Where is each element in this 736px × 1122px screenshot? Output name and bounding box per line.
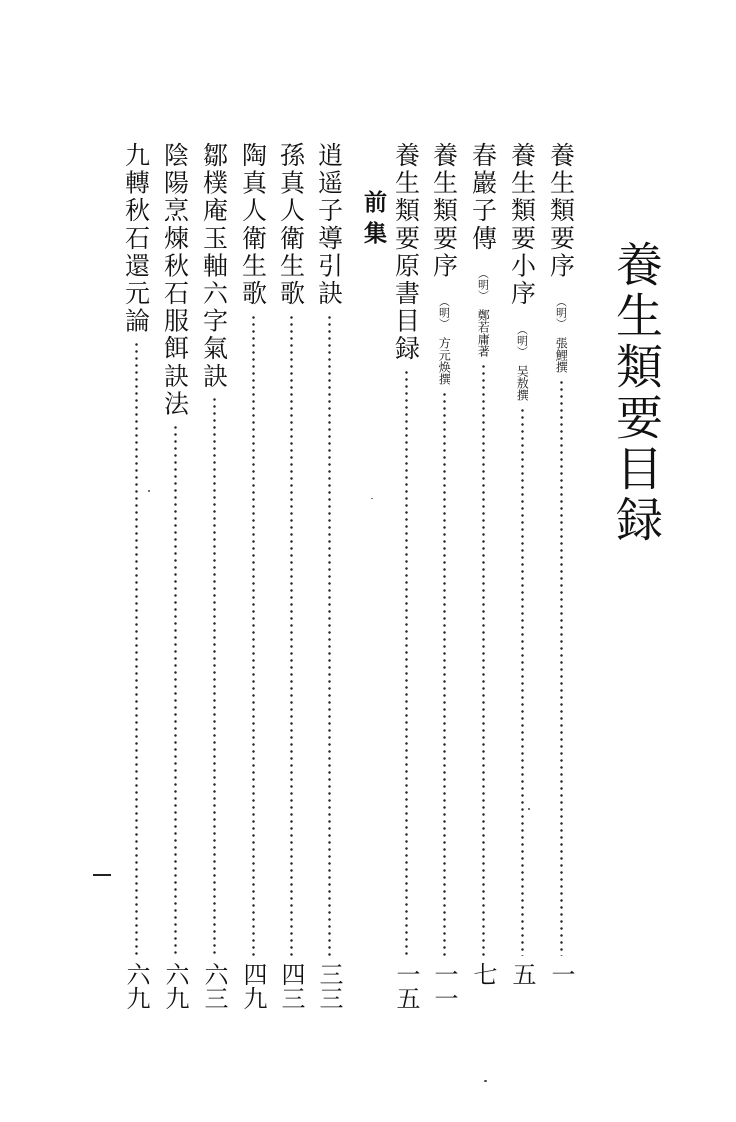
entry-author: 方元焕撰 xyxy=(437,337,452,385)
scan-speck xyxy=(371,498,373,499)
dot-leader xyxy=(443,391,446,956)
toc-entry xyxy=(199,142,229,1022)
toc-entry xyxy=(160,142,190,1022)
entry-page-number: 四三 xyxy=(277,962,305,1010)
entry-title: 逍遥子導引訣 xyxy=(314,142,344,308)
entry-page-number: 四九 xyxy=(239,962,267,1010)
entry-title: 孫真人衛生歌 xyxy=(276,142,306,308)
folio-page-number xyxy=(93,874,111,876)
toc-entry xyxy=(507,142,537,1022)
entry-title: 陶真人衛生歌 xyxy=(238,142,268,308)
entry-dynasty: （明） xyxy=(515,323,529,357)
entry-title: 陰陽烹煉秋石服餌訣法 xyxy=(160,142,190,418)
entry-dynasty: （明） xyxy=(554,296,568,329)
entry-author: 張鯉撰 xyxy=(554,337,569,373)
entry-page-number: 一一 xyxy=(430,962,458,1010)
scan-speck xyxy=(528,808,530,810)
toc-entry xyxy=(546,142,576,1022)
toc-entry xyxy=(391,142,421,1022)
entry-title: 養生類要序 xyxy=(546,142,576,280)
dot-leader xyxy=(252,314,255,956)
toc-entry xyxy=(276,142,306,1022)
entry-title: 鄒樸庵玉軸六字氣訣 xyxy=(199,142,229,391)
dot-leader xyxy=(405,369,408,956)
page-title: 養生類要目録 xyxy=(608,240,663,546)
dot-leader xyxy=(521,407,524,956)
entry-dynasty: （明） xyxy=(437,296,451,329)
entry-title: 養生類要序 xyxy=(429,142,459,280)
entry-title: 九轉秋石還元論 xyxy=(121,142,151,336)
entry-page-number: 六九 xyxy=(161,962,189,1010)
entry-author: 吴敖撰 xyxy=(515,364,530,401)
entry-page-number: 五 xyxy=(508,962,536,986)
toc-entry xyxy=(314,142,344,1022)
toc-entry xyxy=(121,142,151,1022)
dot-leader xyxy=(560,379,563,956)
dot-leader xyxy=(213,396,216,956)
entry-page-number: 一五 xyxy=(392,962,420,1010)
entry-page-number: 六九 xyxy=(122,962,150,1010)
toc-entry xyxy=(429,142,459,1022)
scan-speck xyxy=(148,490,150,492)
entry-page-number: 七 xyxy=(469,962,497,986)
dot-leader xyxy=(174,424,177,956)
entry-title: 養生類要原書目録 xyxy=(391,142,421,363)
toc-entry xyxy=(468,142,498,1022)
scan-speck xyxy=(484,1080,487,1082)
entry-page-number: 六三 xyxy=(200,962,228,1010)
section-heading: 前集 xyxy=(360,190,387,252)
dot-leader xyxy=(290,314,293,956)
dot-leader xyxy=(135,341,138,956)
entry-page-number: 一 xyxy=(547,962,575,986)
entry-author: 鄭若庸著 xyxy=(476,309,491,358)
dot-leader xyxy=(482,363,485,956)
toc-entry xyxy=(238,142,268,1022)
entry-dynasty: （明） xyxy=(476,268,490,302)
dot-leader xyxy=(328,314,331,956)
entry-title: 養生類要小序 xyxy=(507,142,537,308)
entry-page-number: 三三 xyxy=(315,962,343,1010)
entry-title: 春巖子傳 xyxy=(468,142,498,253)
